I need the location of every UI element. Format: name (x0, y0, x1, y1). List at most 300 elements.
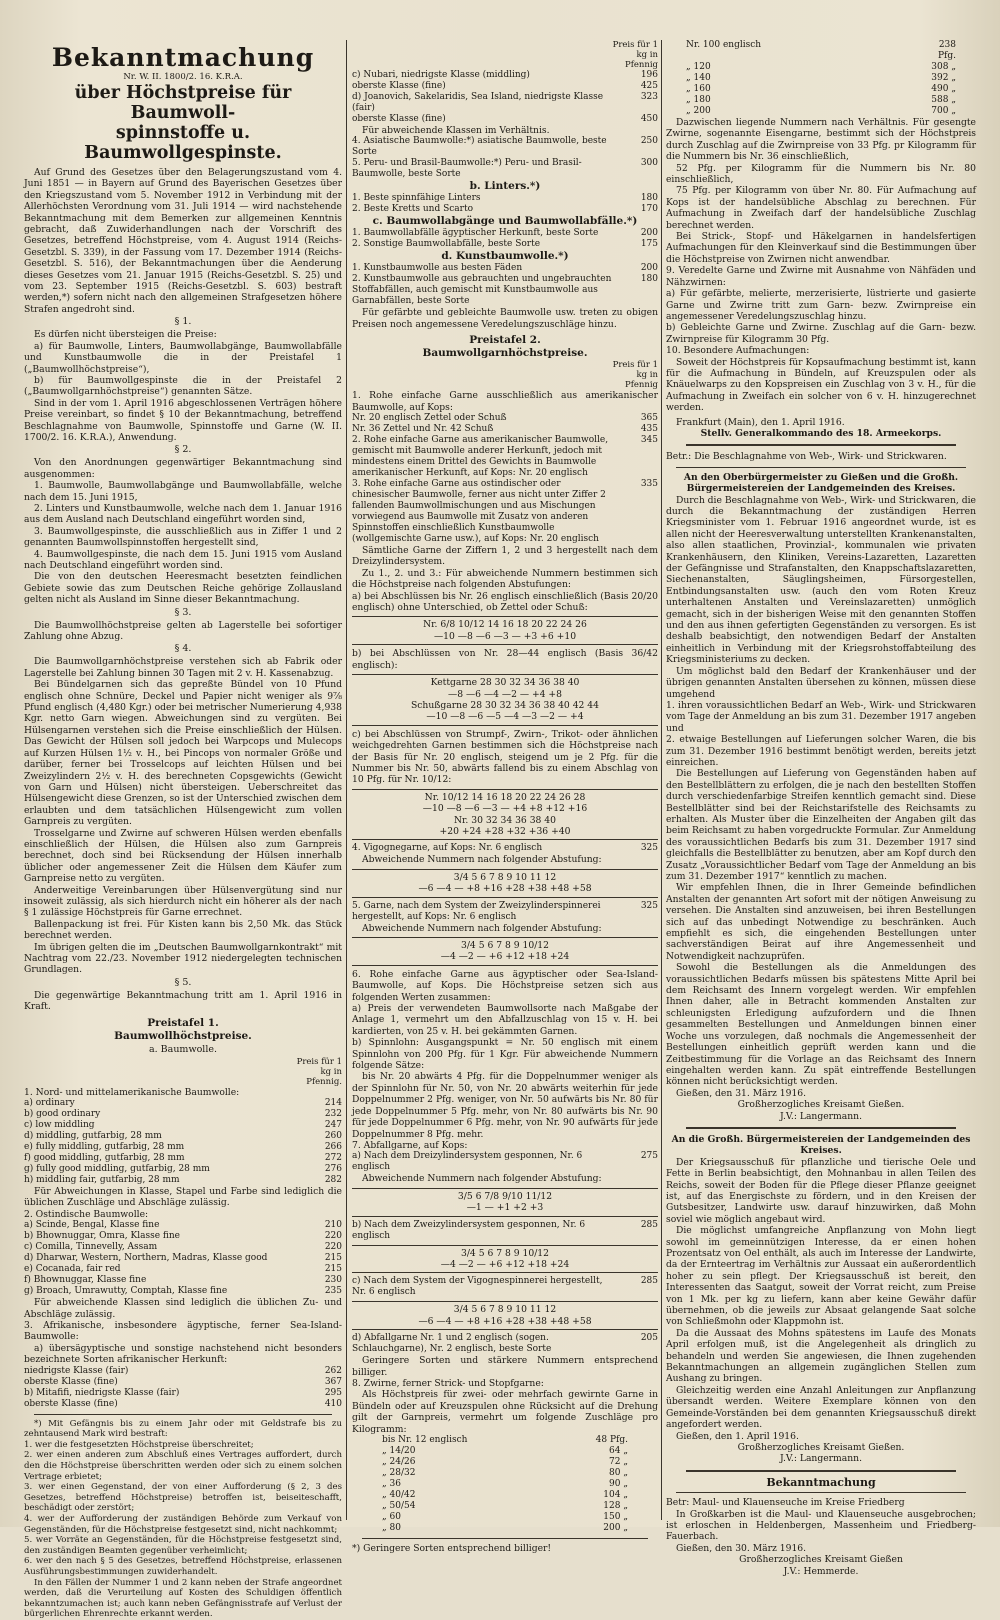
price-row (382, 1468, 628, 1479)
price-item-value: 450 (640, 114, 658, 124)
price-row (24, 1098, 342, 1109)
paragraph: Für Abweichungen in Klasse, Stapel und Farbe sind lediglich die üblichen Zuschläge und Abschläge zulässig. (24, 1186, 342, 1209)
price-item-label: „ 180 (686, 95, 711, 105)
paragraph: Zu 1., 2. und 3.: Für abweichende Nummern bestimmen sich die Höchstpreise nach folgenden Abstufungen: (352, 567, 658, 591)
price-item-value: 266 (324, 1142, 342, 1153)
paragraph: 8. Zwirne, ferner Strick- und Stopfgarne: (352, 1377, 544, 1389)
footnote-item: 6. wer den nach § 5 des Gesetzes, betreffend Höchstpreise, erlassenen Ausführungsbestimmungen zuwiderhandelt. (24, 1556, 342, 1577)
price-item-value: 180 (640, 274, 658, 285)
price-row (382, 1523, 628, 1534)
paragraph: Die möglichst umfangreiche Anpflanzung von Mohn liegt sowohl im gemeinnützigen Interesse, da er einen hohen Prozentsatz von Oel enthält, als auch im Interesse der Landwirte, da der Ernteertrag im Verhältnis zur Aussaat ein außerordentlich hoher zu sein pflegt. Der Kriegsausschuß ist bereit, den Interessenten das Saatgut, soweit der Vorrat reicht, zum Preise von 1 Mk. per kg zu liefern, kann aber keine Gewähr dafür übernehmen, ob die jeweils zur Absaat gelangende Saat solche von Schließmohn oder Klappmohn ist. (666, 1225, 976, 1328)
price-item-label: d) Dharwar, Western, Northern, Madras, Klasse good (24, 1253, 268, 1264)
grade-table-row: Schußgarne 28 30 32 34 36 38 40 42 44 (410, 699, 600, 711)
price-item-value: 180 (640, 193, 658, 204)
paragraph: Soweit der Höchstpreis für Kopsaufmachung bestimmt ist, kann für die Aufmachung in Bündeln, auf Kreuzspulen oder als Knäuelwarps zu den Kopspreisen ein Zuschlag von 3 v. H., für die Aufmachung in Zweifach ein solcher von 6 v. H. hinzugerechnet werden. (666, 356, 976, 414)
price-list (24, 1366, 342, 1410)
price-item-value: 196 (640, 70, 658, 80)
price-item-value: 150 „ (603, 1512, 628, 1522)
price-item-value: 200 „ (603, 1523, 628, 1533)
paragraph: Ballenpackung ist frei. Für Kisten kann bis 2,50 Mk. das Stück berechnet werden. (24, 918, 342, 942)
price-row (352, 158, 658, 180)
table-subheading: a. Baumwolle. (148, 1043, 218, 1055)
price-item-value: 260 (324, 1131, 342, 1142)
paragraph: Sowohl die Bestellungen als die Anmeldungen des voraussichtlichen Bedarfs müssen bis spätestens Mitte April bei dem Reichsamt des Innern vorgelegt werden. Wir empfehlen Ihnen daher, alle in Betracht kommenden Anstalten zur schleunigsten Erledigung aufzufordern und die Ihnen gesammelten Bestellungen und Anmeldungen binnen einer Woche uns vorzulegen, daß nochmals die Angemessenheit der Bestellungen einheitlich geprüft werden kann und die Zeitbestimmung für die Vorlage an das Reichsamt des Innern eingehalten werden kann. Zu spät eintreffende Bestellungen können nicht berücksichtigt werden. (666, 962, 976, 1088)
paragraph: a) übersägyptische und sonstige nachstehend nicht besonders bezeichnete Sorten afrikanischer Herkunft: (24, 1342, 342, 1366)
price-item-value: 365 (640, 413, 658, 424)
paragraph: a) Für gefärbte, melierte, merzerisierte, lüstrierte und gasierte Garne und Zwirne tritt zum Garn- bezw. Zwirnpreise ein angemessener Veredelungszuschlag hinzu. (666, 288, 976, 322)
price-row (382, 1435, 628, 1446)
price-item-value: 276 (324, 1164, 342, 1175)
price-item-label: niedrigste Klasse (fair) (24, 1365, 129, 1376)
section-heading: § 5. (174, 976, 192, 988)
grade-table-row: Nr. 10/12 14 16 18 20 22 24 26 28 (424, 791, 586, 803)
price-item-value: 410 (324, 1398, 342, 1409)
paragraph: Für abweichende Klassen sind lediglich die üblichen Zu- und Abschläge zulässig. (24, 1297, 342, 1320)
grade-table-row: —6 —4 — +8 +16 +28 +38 +48 +58 (418, 883, 592, 895)
paragraph: Geringere Sorten und stärkere Nummern entsprechend billiger. (352, 1355, 658, 1378)
price-item-value: 588 „ (931, 95, 956, 105)
price-item-value: 72 „ (609, 1457, 628, 1467)
price-item-label: d) Joanovich, Sakelaridis, Sea Island, niedrigste Klasse (fair) (352, 92, 604, 113)
price-row (382, 1479, 628, 1490)
grade-table-row: —8 —6 —4 —2 — +4 +8 (448, 688, 562, 700)
price-item-label: a) ordinary (24, 1098, 75, 1109)
price-item-label: c) Nubari, niedrigste Klasse (middling) (352, 70, 530, 80)
date-line: Gießen, den 1. April 1916. (676, 1430, 799, 1442)
price-row (24, 1142, 342, 1153)
price-item-value: 275 (640, 1151, 658, 1162)
paragraph: Abweichende Nummern nach folgender Abstufung: (362, 1173, 602, 1185)
paragraph: 3. Baumwollgespinste, die ausschließlich aus in Ziffer 1 und 2 genannten Baumwollspinnstoffen hergestellt sind, (24, 525, 342, 549)
footnote-item: 1. wer die festgesetzten Höchstpreise überschreitet; (24, 1439, 254, 1450)
footnote-item: 3. wer einen Gegenstand, der von einer Aufforderung (§ 2, 3 des Gesetzes, betreffend Höchstpreise) betroffen ist, beiseiteschafft, beschädigt oder zerstört; (24, 1482, 342, 1514)
price-list (352, 1435, 658, 1534)
price-item-value: 64 „ (609, 1446, 628, 1456)
price-item-value: 425 (640, 81, 658, 91)
paragraph: Bei Strick-, Stopf- und Häkelgarnen in handelsfertigen Aufmachungen für den Kleinverkauf sind die Bestimmungen über die Höchstpreise von Zwirnen nicht anwendbar. (666, 231, 976, 265)
divider (676, 1492, 966, 1493)
price-item-label: 2. Rohe einfache Garne aus amerikanischer Baumwolle, gemischt mit Baumwolle anderer Herkunft, jedoch mit mindestens einem Drittel des Gewichts in Baumwolle amerikanischer Herkunft, auf Kops: Nr. 20 englisch (352, 435, 609, 479)
price-column-header: Preis für 1 kg in Pfennig (612, 40, 658, 70)
price-list (352, 136, 658, 180)
price-item-label: „ 40/42 (382, 1490, 416, 1500)
paragraph: 7. Abfallgarne, auf Kops: (352, 1139, 468, 1151)
grade-table-row: —10 —8 —6 —5 —4 —3 —2 — +4 (426, 711, 584, 723)
price-item-value: 90 „ (609, 1479, 628, 1489)
footnote-item: In den Fällen der Nummer 1 und 2 kann neben der Strafe angeordnet werden, daß die Verurteilung auf Kosten des Schuldigen öffentlich bekanntzumachen ist; auch kann neben Gefängnisstrafe auf Verlust der bürgerlichen Ehrenrechte erkannt werden. (24, 1577, 342, 1620)
price-row (686, 40, 956, 62)
price-item-label: 3. Rohe einfache Garne aus ostindischer oder chinesischer Baumwolle, ferner aus nicht unter Ziffer 2 fallenden Baumwollmischungen und aus Mischungen vorwiegend aus Baumwolle mit Zusatz von anderen Spinnstoffen einschließlich Kunstbaumwolle (wollgemischte Garne usw.), auf Kops: Nr. 20 englisch (352, 479, 606, 545)
paragraph: Im übrigen gelten die im „Deutschen Baumwollgarnkontrakt“ mit Nachtrag vom 22./23. November 1912 niedergelegten technischen Grundlagen. (24, 941, 342, 976)
price-item-label: 5. Peru- und Brasil-Baumwolle:*) Peru- und Brasil-Baumwolle, beste Sorte (352, 158, 582, 180)
price-item-value: 80 „ (609, 1468, 628, 1478)
price-row (352, 136, 658, 158)
price-item-label: Nr. 100 englisch (686, 40, 762, 50)
grade-table-row: —4 —2 — +6 +12 +18 +24 (440, 951, 570, 963)
price-item-label: 2. Sonstige Baumwollabfälle, beste Sorte (352, 239, 541, 250)
price-item-label: oberste Klasse (fine) (352, 114, 446, 124)
table-subheading: c. Baumwollabgänge und Baumwollabfälle.*) (372, 215, 638, 228)
price-row (24, 1120, 342, 1131)
price-item-label: g) Broach, Umrawutty, Comptah, Klasse fine (24, 1286, 228, 1297)
price-row (382, 1490, 628, 1501)
price-item-value: 220 (324, 1231, 342, 1242)
price-list (24, 1098, 342, 1186)
price-item-label: „ 50/54 (382, 1501, 416, 1511)
price-item-label: h) middling fair, gutfarbig, 28 mm (24, 1175, 180, 1186)
paragraph: 1. Rohe einfache Garne ausschließlich aus amerikanischer Baumwolle, auf Kops: (352, 390, 658, 413)
grade-table-row: —4 —2 — +6 +12 +18 +24 (440, 1258, 570, 1270)
reference-number: Nr. W. II. 1800/2. 16. K.R.A. (123, 72, 243, 82)
price-item-label: 2. Kunstbaumwolle aus gebrauchten und ungebrauchten Stoffabfällen, auch gemischt mit Kunstbaumwolle aus Garnabfällen, beste Sorte (352, 274, 612, 307)
price-item-value: 700 „ (931, 106, 956, 116)
grade-table-row: 3/4 5 6 7 8 9 10/12 (460, 1247, 549, 1259)
price-row (352, 424, 658, 435)
price-item-value: 367 (324, 1376, 342, 1387)
column-rule (661, 40, 662, 1520)
price-item-label: „ 36 (382, 1479, 401, 1489)
price-item-label: f) Bhownuggar, Klasse fine (24, 1275, 147, 1286)
price-item-label: 1. Baumwollabfälle ägyptischer Herkunft, beste Sorte (352, 228, 599, 239)
table-title: Baumwollhöchstpreise. (114, 1029, 252, 1042)
footnote: *) Mit Gefängnis bis zu einem Jahr oder mit Geldstrafe bis zu zehntausend Mark wird bestraft: (24, 1418, 342, 1440)
price-list (352, 413, 658, 435)
subtitle: spinnstoffe u. Baumwollgespinste. (84, 123, 282, 163)
price-item-label: „ 80 (382, 1523, 401, 1533)
paragraph: Trosselgarne und Zwirne auf schweren Hülsen werden ebenfalls einschließlich der Hülsen, die Hülsen also zum Garnpreis berechnet, doch sind bei Rücksendung der Hülsen innerhalb üblicher oder angemessener Zeit die Hülsen dem Käufer zum Garnpreise netto zu vergüten. (24, 827, 342, 885)
grade-table-row: 3/5 6 7/8 9/10 11/12 (457, 1190, 553, 1202)
table-title: Baumwollgarnhöchstpreise. (422, 347, 588, 360)
price-item-label: d) Abfallgarne Nr. 1 und 2 englisch (sogen. Schlauchgarne), Nr. 2 englisch, beste Sorte (352, 1333, 552, 1355)
article-heading: Bekanntmachung (766, 1475, 876, 1489)
price-group-heading: 1. Nord- und mittelamerikanische Baumwolle: (24, 1086, 240, 1098)
price-row (24, 1388, 342, 1399)
price-row (352, 274, 658, 307)
signature: Großherzogliches Kreisamt Gießen (739, 1554, 903, 1566)
paragraph: 75 Pfg. per Kilogramm von über Nr. 80. Für Aufmachung auf Kops ist der handelsübliche Abschlag zu berechnen. Für Aufmachung in Zweifach darf der handelsübliche Zuschlag berechnet werden. (666, 185, 976, 231)
price-item-value: 325 (640, 900, 658, 911)
price-item-value: 285 (640, 1219, 658, 1230)
price-list (352, 70, 658, 125)
price-row (382, 1501, 628, 1512)
paragraph: c) bei Abschlüssen von Strumpf-, Zwirn-, Trikot- oder ähnlichen weichgedrehten Garnen bestimmen sich die Höchstpreise nach der Basis für Nr. 20 englisch, steigend um je 2 Pfg. für die Nummer bis Nr. 50, abwärts fallend bis zu einem Abschlag von 10 Pfg. für Nr. 10/12: (352, 728, 658, 786)
price-row (352, 413, 658, 424)
grade-table-row: Kettgarne 28 30 32 34 36 38 40 (430, 677, 580, 689)
article-heading: An die Großh. Bürgermeistereien der Landgemeinden des Kreises. (671, 1133, 971, 1157)
subject-line: Betr: Maul- und Klauenseuche im Kreise Friedberg (666, 1497, 905, 1509)
grade-table-row: —6 —4 — +8 +16 +28 +38 +48 +58 (418, 1315, 592, 1327)
price-item-value: 325 (640, 843, 658, 854)
date-line: Frankfurt (Main), den 1. April 1916. (676, 416, 845, 428)
footnote-item: 5. wer Vorräte an Gegenständen, für die Höchstpreise festgesetzt sind, den zuständigen Beamten gegenüber verheimlicht; (24, 1535, 342, 1556)
price-item-label: 4. Vigognegarne, auf Kops: Nr. 6 englisch (352, 843, 543, 854)
table-subheading: b. Linters.*) (469, 180, 541, 193)
price-item-value: 48 Pfg. (595, 1435, 628, 1445)
paragraph: Die Bestellungen auf Lieferung von Gegenständen haben auf den Bestellblättern zu erfolgen, die je nach den bestellten Stoffen durch verschiedenfarbige Streifen kenntlich gemacht sind. Diese Bestellblätter sind bei der Reichstarifstelle des Reichsamts zu erhalten. Als Muster über die Einzelheiten der Angaben gilt das beim Reichsamt zu haben vorgedruckte Formular. Zur Anmeldung des voraussichtlichen Bedarfs bis zum 31. Dezember 1917 sind gleichfalls die Bestellblätter zu benutzen, aber am Kopf durch den Zusatz „Voraussichtlicher Bedarf vom Tage der Anmeldung an bis zum 31. Dezember 1917“ kenntlich zu machen. (666, 768, 976, 882)
paragraph: Für abweichende Klassen im Verhältnis. (362, 125, 550, 136)
paragraph: Die gegenwärtige Bekanntmachung tritt am 1. April 1916 in Kraft. (24, 989, 342, 1013)
price-item-value: 295 (324, 1387, 342, 1398)
paragraph: a) für Baumwolle, Linters, Baumwollabgänge, Baumwollabfälle und Kunstbaumwolle die in der Preistafel 1 („Baumwollhöchstpreise“), (24, 340, 342, 375)
paragraph: 6. Rohe einfache Garne aus ägyptischer oder Sea-Island-Baumwolle, auf Kops. Die Höchstpreise setzen sich aus folgenden Werten zusammen: (352, 968, 658, 1003)
paragraph: 2. Linters und Kunstbaumwolle, welche nach dem 1. Januar 1916 aus dem Ausland nach Deutschland eingeführt worden sind, (24, 502, 342, 526)
price-row (24, 1253, 342, 1264)
price-row (24, 1164, 342, 1175)
table-heading: Preistafel 2. (469, 334, 541, 347)
price-item-label: b) Mitafifi, niedrigste Klasse (fair) (24, 1387, 180, 1398)
price-item-label: oberste Klasse (fine) (352, 81, 446, 91)
paragraph: Von den Anordnungen gegenwärtiger Bekanntmachung sind ausgenommen: (24, 457, 342, 480)
column-rule (346, 40, 347, 1520)
grade-table-row: —1 — +1 +2 +3 (466, 1202, 544, 1214)
price-item-value: 262 (324, 1365, 342, 1376)
paragraph: Dazwischen liegende Nummern nach Verhältnis. Für gesengte Zwirne, sogenannte Eisengarne, bestimmt sich der Höchstpreis durch Zuschlag auf die Zwirnpreise von 33 Pfg. pr Kilogramm für die Nummern bis Nr. 36 einschließlich, (666, 117, 976, 163)
price-list (352, 263, 658, 307)
price-item-value: 215 (324, 1253, 342, 1264)
price-item-label: 4. Asiatische Baumwolle:*) asiatische Baumwolle, beste Sorte (352, 136, 607, 158)
paragraph: 1. ihren voraussichtlichen Bedarf an Web-, Wirk- und Strickwaren vom Tage der Anmeldung an bis zum 31. Dezember 1917 angeben und (666, 699, 976, 734)
price-item-label: Nr. 20 englisch Zettel oder Schuß (352, 413, 507, 424)
price-item-value: 272 (324, 1153, 342, 1164)
price-item-label: „ 14/20 (382, 1446, 416, 1456)
grade-table-row: Nr. 6/8 10/12 14 16 18 20 22 24 26 (423, 619, 587, 631)
price-list (352, 228, 658, 250)
paragraph: a) bei Abschlüssen bis Nr. 26 englisch einschließlich (Basis 20/20 englisch) ohne Unterschied, ob Zettel oder Schuß: (352, 590, 658, 614)
paragraph: Abweichende Nummern nach folgender Abstufung: (362, 922, 602, 934)
price-item-value: 210 (324, 1220, 342, 1231)
price-row (24, 1153, 342, 1164)
paragraph: Die von den deutschen Heeresmacht besetzten feindlichen Gebiete sowie das zum Deutschen Reiche gehörige Zollausland gelten nicht als Ausland im Sinne dieser Bekanntmachung. (24, 571, 342, 606)
price-row (24, 1109, 342, 1120)
paragraph: Wir empfehlen Ihnen, die in Ihrer Gemeinde befindlichen Anstalten der genannten Art sofort mit der nötigen Anweisung zu versehen. Die Anstalten sind anzuweisen, bei ihren Bestellungen sich auf das unbedingt Notwendige zu beschränken. Auch empfiehlt es sich, die eingehenden Bestellungen unter sachverständigen Beirat auf ihre Angemessenheit und Notwendigkeit nachzuprüfen. (666, 882, 976, 962)
price-item-value: 104 „ (603, 1490, 628, 1500)
price-row (24, 1399, 342, 1410)
paragraph: b) bei Abschlüssen von Nr. 28—44 englisch (Basis 36/42 englisch): (352, 648, 658, 671)
article-heading: An den Oberbürgermeister zu Gießen und die Großh. Bürgermeistereien der Landgemeinden des Kreises. (683, 471, 959, 495)
price-item-label: 2. Beste Kretts und Scarto (352, 204, 473, 215)
grade-table-row: —10 —8 —6 —3 — +3 +6 +10 (433, 630, 577, 642)
paragraph: In Großkarben ist die Maul- und Klauenseuche ausgebrochen; ist erloschen in Heldenbergen, Massenheim und Friedberg-Fauerbach. (666, 1508, 976, 1543)
price-group-heading: 3. Afrikanische, insbesondere ägyptische, ferner Sea-Island-Baumwolle: (24, 1320, 342, 1343)
divider (686, 444, 956, 446)
price-item-value: 230 (324, 1275, 342, 1286)
price-item-value: 282 (324, 1175, 342, 1186)
signature: J.V.: Langermann. (779, 1110, 862, 1122)
subject-line: Betr.: Die Beschlagnahme von Web-, Wirk- und Strickwaren. (666, 451, 947, 463)
section-heading: § 1. (174, 316, 192, 328)
paragraph: Als Höchstpreis für zwei- oder mehrfach gewirnte Garne in Bündeln oder auf Kreuzspulen ohne Rücksicht auf die Drehung gilt der Garnpreis, vermehrt um folgende Zuschläge pro Kilogramm: (352, 1389, 658, 1435)
divider (676, 467, 966, 468)
price-row (382, 1512, 628, 1523)
price-item-label: „ 28/32 (382, 1468, 416, 1478)
price-item-label: e) fully middling, gutfarbig, 28 mm (24, 1142, 185, 1153)
price-item-value: 250 (640, 136, 658, 147)
page-title: Bekanntmachung (51, 43, 315, 72)
price-row (352, 239, 658, 250)
price-item-value: 435 (640, 424, 658, 435)
footnote: *) Geringere Sorten entsprechend billiger! (352, 1543, 552, 1554)
price-item-value: 300 (640, 158, 658, 169)
price-column-header: Preis für 1 kg in Pfennig. (296, 1056, 342, 1087)
price-item-value: 392 „ (931, 73, 956, 83)
price-item-label: e) Cocanada, fair red (24, 1264, 121, 1275)
paragraph: 52 Pfg. per Kilogramm für die Nummern bis Nr. 80 einschließlich, (666, 162, 976, 186)
paragraph: Gleichzeitig werden eine Anzahl Anleitungen zur Anpflanzung übersandt werden. Weitere Exemplare können von den Gemeinde-Vorständen bei dem genannten Kriegsausschuß direkt angefordert werden. (666, 1384, 976, 1431)
date-line: Gießen, den 31. März 1916. (676, 1087, 807, 1099)
paragraph: Die Baumwollhöchstpreise gelten ab Lagerstelle bei sofortiger Zahlung ohne Abzug. (24, 619, 342, 643)
price-item-label: „ 160 (686, 84, 711, 94)
price-item-label: b) Nach dem Zweizylindersystem gesponnen, Nr. 6 englisch (352, 1219, 586, 1241)
paragraph: 9. Veredelte Garne und Zwirne mit Ausnahme von Nähfäden und Nähzwirnen: (666, 265, 976, 288)
price-row (382, 1457, 628, 1468)
price-item-value: 170 (640, 204, 658, 215)
price-row (686, 84, 956, 95)
subtitle: über Höchstpreise für Baumwoll- (74, 83, 292, 123)
section-heading: § 2. (174, 444, 192, 456)
price-row (24, 1275, 342, 1286)
price-item-value: 205 (640, 1333, 658, 1344)
price-item-value: 200 (640, 228, 658, 239)
paragraph: Um möglichst bald den Bedarf der Krankenhäuser und der übrigen genannten Anstalten übersehen zu können, müssen diese umgehend (666, 665, 976, 700)
price-item-label: Nr. 36 Zettel und Nr. 42 Schuß (352, 424, 494, 435)
price-item-label: „ 200 (686, 106, 711, 116)
table-heading: Preistafel 1. (147, 1016, 219, 1029)
price-row (686, 73, 956, 84)
date-line: Gießen, den 30. März 1916. (676, 1542, 807, 1554)
column-3 (666, 0, 976, 1577)
signature: J.V.: Hemmerde. (783, 1565, 859, 1577)
grade-table-row: —10 —8 —6 —3 — +4 +8 +12 +16 (422, 803, 588, 815)
price-item-label: „ 60 (382, 1512, 401, 1522)
price-row (686, 62, 956, 73)
price-row (24, 1242, 342, 1253)
grade-table-row: +20 +24 +28 +32 +36 +40 (439, 825, 571, 837)
paragraph: bis Nr. 20 abwärts 4 Pfg. für die Doppelnummer weniger als der Spinnlohn für Nr. 50, von Nr. 20 abwärts weiterhin für jede Doppelnummer 2 Pfg. weniger, von Nr. 50 aufwärts bis Nr. 80 für jede Doppelnummer 5 Pfg. mehr, von Nr. 80 aufwärts bis Nr. 90 für jede Doppelnummer 6 Pfg. mehr, von Nr. 90 aufwärts für jede Doppelnummer 8 Pfg. mehr. (352, 1071, 658, 1140)
price-row (24, 1377, 342, 1388)
paragraph: Die Baumwollgarnhöchstpreise verstehen sich ab Fabrik oder Lagerstelle bei Zahlung binnen 30 Tagen mit 2 v. H. Kassenabzug. (24, 656, 342, 679)
price-item-label: c) low middling (24, 1120, 95, 1131)
paragraph: 4. Baumwollgespinste, die nach dem 15. Juni 1915 vom Ausland nach Deutschland eingeführt worden sind. (24, 548, 342, 571)
paragraph: b) Spinnlohn: Ausgangspunkt = Nr. 50 englisch mit einem Spinnlohn von 200 Pfg. für 1 Kgr. Für abweichende Nummern folgende Sätze: (352, 1037, 658, 1072)
section-heading: § 4. (174, 643, 192, 655)
paragraph: Sind in der vom 1. April 1916 abgeschlossenen Verträgen höhere Preise vereinbart, so findet § 10 der Bekanntmachung, betreffend Beschlagnahme von Baumwolle, Spinnstoffe und Garne (W. II. 1700/2. 16. K.R.A.), Anwendung. (24, 397, 342, 443)
price-item-value: 214 (324, 1098, 342, 1109)
signature: Großherzogliches Kreisamt Gießen. (737, 1441, 905, 1453)
price-item-label: „ 24/26 (382, 1457, 416, 1467)
price-item-label: 1. Kunstbaumwolle aus besten Fäden (352, 263, 523, 274)
price-row (352, 92, 658, 114)
price-item-value: 232 (324, 1109, 342, 1120)
price-row (686, 95, 956, 106)
price-row (382, 1446, 628, 1457)
price-row (352, 114, 658, 125)
price-row (24, 1231, 342, 1242)
price-row (352, 263, 658, 274)
paragraph: b) für Baumwollgespinste die in der Preistafel 2 („Baumwollgarnhöchstpreise“) genannten Sätze. (24, 374, 342, 398)
price-item-value: 220 (324, 1242, 342, 1253)
footnote-item: 4. wer der Aufforderung der zuständigen Behörde zum Verkauf von Gegenständen, für die Höchstpreise festgesetzt sind, nicht nachkommt; (24, 1514, 342, 1535)
price-item-label: g) fully good middling, gutfarbig, 28 mm (24, 1164, 210, 1175)
price-item-value: 345 (640, 435, 658, 446)
paragraph: Für gefärbte und gebleichte Baumwolle usw. treten zu obigen Preisen noch angemessene Veredelungszuschläge hinzu. (352, 307, 658, 330)
paragraph: Abweichende Nummern nach folgender Abstufung: (362, 854, 602, 866)
price-row (24, 1175, 342, 1186)
price-item-label: c) Nach dem System der Vigognespinnerei hergestellt, Nr. 6 englisch (352, 1276, 603, 1298)
price-item-label: a) Nach dem Dreizylindersystem gesponnen, Nr. 6 englisch (352, 1151, 583, 1173)
price-item-label: b) good ordinary (24, 1109, 101, 1120)
price-item-label: „ 120 (686, 62, 711, 72)
divider (34, 1414, 332, 1415)
price-item-value: 200 (640, 263, 658, 274)
paragraph: 2. etwaige Bestellungen auf Lieferungen solcher Waren, die bis zum 31. Dezember 1916 bestimmt benötigt werden, bereits jetzt einreichen. (666, 734, 976, 768)
paragraph: 10. Besondere Aufmachungen: (666, 345, 810, 357)
paragraph: Durch die Beschlagnahme von Web-, Wirk- und Strickwaren, die durch die Bekanntmachung der zuständigen Herren Kriegsminister vom 1. Februar 1916 angeordnet wurde, ist es allen nicht der Heeresverwaltung unterstellten Krankenanstalten, also allen staatlichen, Provinzial-, kommunalen wie privaten Krankenhäusern, den Kliniken, Vereins-Lazaretten, Lazaretten der Gefängnisse und Strafanstalten, den Knappschaftslazaretten, Siechenanstalten, Säuglingsheimen, Fürsorgestellen, Entbindungsanstalten usw. (auch den vom Roten Kreuz unterhaltenen Anstalten und Vereinslazaretten) unmöglich gemacht, sich in der bisherigen Weise mit den genannten Stoffen und den aus ihnen gefertigten Gegenständen zu versorgen. Es ist deshalb beabsichtigt, den notwendigen Bedarf der Anstalten einheitlich in Verbindung mit der Kriegsrohstoffabteilung des Kriegsministeriums zu decken. (666, 494, 976, 666)
price-item-value: 247 (324, 1120, 342, 1131)
price-row (352, 81, 658, 92)
price-item-value: 490 „ (931, 84, 956, 94)
price-row (352, 204, 658, 215)
price-item-label: 1. Beste spinnfähige Linters (352, 193, 481, 204)
price-item-value: 323 (640, 92, 658, 102)
price-item-label: oberste Klasse (fine) (24, 1376, 118, 1387)
price-column-header: Preis für 1 kg in Pfennig (612, 360, 658, 391)
signature: J.V.: Langermann. (779, 1453, 862, 1465)
price-item-value: 175 (640, 239, 658, 250)
divider (686, 1127, 956, 1129)
column-1 (24, 0, 342, 1620)
footnote-item: 2. wer einen anderen zum Abschluß eines Vertrages auffordert, durch den die Höchstpreise überschritten werden oder sich zu einem solchen Vertrage erbietet; (24, 1450, 342, 1482)
price-row (352, 193, 658, 204)
grade-table-row: 3/4 5 6 7 8 9 10/12 (460, 940, 549, 951)
price-list (352, 193, 658, 215)
table-subheading: d. Kunstbaumwolle.*) (441, 250, 569, 263)
price-item-value: 235 (324, 1286, 342, 1297)
price-item-label: d) middling, gutfarbig, 28 mm (24, 1131, 162, 1142)
price-item-label: 5. Garne, nach dem System der Zweizylinderspinnerei hergestellt, auf Kops: Nr. 6 englisch (352, 900, 601, 922)
grade-table-row: 3/4 5 6 7 8 9 10 11 12 (453, 871, 557, 883)
divider (362, 1538, 648, 1539)
paragraph: 1. Baumwolle, Baumwollabgänge und Baumwollabfälle, welche nach dem 15. Juni 1915, (24, 480, 342, 503)
price-item-label: bis Nr. 12 englisch (382, 1435, 468, 1445)
divider (686, 1470, 956, 1472)
price-item-value: 285 (640, 1276, 658, 1287)
price-item-value: 335 (640, 479, 658, 490)
price-item-label: b) Bhownuggar, Omra, Klasse fine (24, 1231, 181, 1242)
paragraph: Anderweitige Vereinbarungen über Hülsenvergütung sind nur insoweit zulässig, als sich hierdurch nicht ein höherer als der nach § 1 zulässige Höchstpreis für Garne errechnet. (24, 884, 342, 919)
grade-table-row: Nr. 30 32 34 36 38 40 (453, 814, 556, 826)
price-item-label: f) good middling, gutfarbig, 28 mm (24, 1153, 185, 1164)
paragraph: Da die Aussaat des Mohns spätestens im Laufe des Monats April erfolgen muß, ist die Angelegenheit als dringlich zu behandeln und werden Sie angewiesen, die Ihnen zugehenden Bekanntmachungen an allgemein zugänglichen Stellen zum Aushang zu bringen. (666, 1327, 976, 1385)
signature: Großherzogliches Kreisamt Gießen. (737, 1099, 905, 1111)
price-row (24, 1366, 342, 1377)
section-heading: § 3. (174, 606, 192, 618)
paragraph: b) Gebleichte Garne und Zwirne. Zuschlag auf die Garn- bezw. Zwirnpreise für Kilogramm 30 Pfg. (666, 322, 976, 345)
paragraph: a) Preis der verwendeten Baumwollsorte nach Maßgabe der Anlage 1, vermehrt um den Abfallzuschlag von 15 v. H. bei kardierten, von 25 v. H. bei gekämmten Garnen. (352, 1003, 658, 1037)
price-row (352, 70, 658, 81)
paragraph: Der Kriegsausschuß für pflanzliche und tierische Oele und Fette in Berlin beabsichtigt, den Mohnanbau in allen Teilen des Reichs, soweit der Boden für die Pflege dieser Pflanze geeignet ist, auf das Energischste zu fördern, und in den Kreisen der Gutsbesitzer, Landwirte usw. darauf hinzuwirken, daß Mohn soviel wie möglich angebaut wird. (666, 1156, 976, 1225)
price-list (24, 1220, 342, 1297)
intro-paragraph: Auf Grund des Gesetzes über den Belagerungszustand vom 4. Juni 1851 — in Bayern auf Grund des Bayerischen Gesetzes über den Kriegszustand vom 5. November 1912 in Verbindung mit der Allerhöchsten Verordnung vom 31. Juli 1914 — wird nachstehende Bekanntmachung mit dem Bemerken zur allgemeinen Kenntnis gebracht, daß Zuwiderhandlungen nach der Vorschrift des Gesetzes, betreffend Höchstpreise, vom 4. August 1914 (Reichs-Gesetzbl. S. 339), in der Fassung vom 17. Dezember 1914 (Reichs-Gesetzbl. S. 516), der Bekanntmachungen über die Aenderung dieses Gesetzes vom 21. Januar 1915 (Reichs-Gesetzbl. S. 25) und vom 23. September 1915 (Reichs-Gesetzbl. S. 603) bestraft werden,*) sofern nicht nach den allgemeinen Strafgesetzen höhere Strafen angedroht sind. (24, 167, 342, 315)
column-2 (352, 0, 658, 1554)
price-item-label: a) Scinde, Bengal, Klasse fine (24, 1220, 160, 1231)
grade-table-row: 3/4 5 6 7 8 9 10 11 12 (453, 1304, 557, 1316)
price-row (24, 1131, 342, 1142)
price-row (24, 1264, 342, 1275)
price-row (686, 106, 956, 117)
price-item-value: 128 „ (603, 1501, 628, 1511)
price-group-heading: 2. Ostindische Baumwolle: (24, 1208, 149, 1220)
price-item-label: c) Comilla, Tinnevelly, Assam (24, 1242, 158, 1253)
